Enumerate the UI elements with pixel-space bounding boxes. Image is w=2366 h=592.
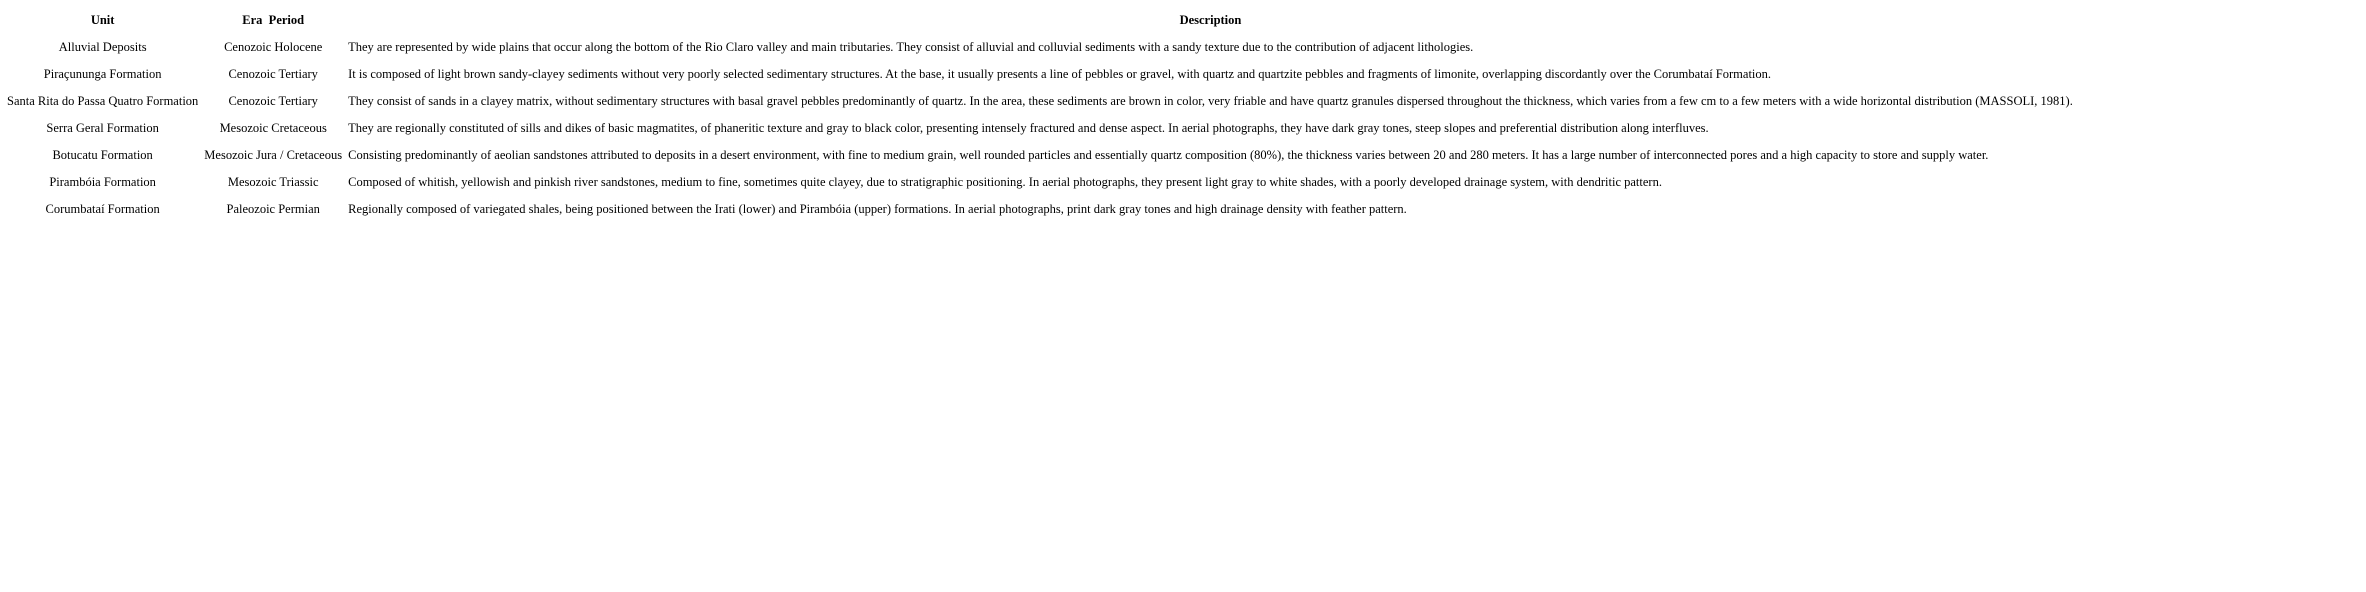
table-row [4,61,2076,88]
cell-description: They are represented by wide plains that occur along the bottom of the Rio Claro valley and main tributaries. They consist of alluvial and colluvial sediments with a sandy texture due to the contribution of adjacent lithologies. [348,40,1474,54]
cell-unit: Pirambóia Formation [49,175,156,189]
cell-description: Regionally composed of variegated shales, being positioned between the Irati (lower) and Pirambóia (upper) formations. In aerial photographs, print dark gray tones and high drainage density with feather pattern. [348,202,1407,216]
cell-era-period: Cenozoic Holocene [224,40,323,54]
cell-description: They consist of sands in a clayey matrix, without sedimentary structures with basal gravel pebbles predominantly of quartz. In the area, these sediments are brown in color, very friable and have quartz granules dispersed throughout the thickness, which varies from a few cm to a few meters with a wide horizontal distribution (MASSOLI, 1981). [348,94,2073,108]
table-row [4,115,2076,142]
cell-unit: Alluvial Deposits [58,40,147,54]
geology-table [4,7,2076,223]
cell-era-period: Mesozoic Triassic [227,175,319,189]
header-era-period: Era Period [242,13,305,27]
header-unit: Unit [90,13,115,27]
header-description: Description [1179,13,1242,27]
cell-unit: Santa Rita do Passa Quatro Formation [7,94,199,108]
cell-description: Composed of whitish, yellowish and pinkish river sandstones, medium to fine, sometimes quite clayey, due to stratigraphic positioning. In aerial photographs, they present light gray to white shades, with a poorly developed drainage system, with dendritic pattern. [348,175,1662,189]
cell-unit: Piraçununga Formation [43,67,162,81]
table-row [4,169,2076,196]
cell-description: Consisting predominantly of aeolian sandstones attributed to deposits in a desert environment, with fine to medium grain, well rounded particles and essentially quartz composition (80%), the thickness varies between 20 and 280 meters. It has a large number of interconnected pores and a high capacity to store and supply water. [348,148,1989,162]
table-row [4,34,2076,61]
cell-unit: Corumbataí Formation [45,202,160,216]
table-row [4,196,2076,223]
cell-era-period: Paleozoic Permian [226,202,320,216]
table-row [4,88,2076,115]
table-row [4,142,2076,169]
cell-description: They are regionally constituted of sills and dikes of basic magmatites, of phaneritic texture and gray to black color, presenting intensely fractured and dense aspect. In aerial photographs, they have dark gray tones, steep slopes and preferential distribution along interfluves. [348,121,1709,135]
header-row [4,7,2076,34]
cell-era-period: Cenozoic Tertiary [228,94,318,108]
cell-era-period: Mesozoic Jura / Cretaceous [204,148,343,162]
cell-era-period: Cenozoic Tertiary [228,67,318,81]
cell-unit: Serra Geral Formation [46,121,159,135]
cell-description: It is composed of light brown sandy-clayey sediments without very poorly selected sedimentary structures. At the base, it usually presents a line of pebbles or gravel, with quartz and quartzite pebbles and fragments of limonite, overlapping discordantly over the Corumbataí Formation. [348,67,1772,81]
cell-era-period: Mesozoic Cretaceous [219,121,327,135]
cell-unit: Botucatu Formation [52,148,153,162]
